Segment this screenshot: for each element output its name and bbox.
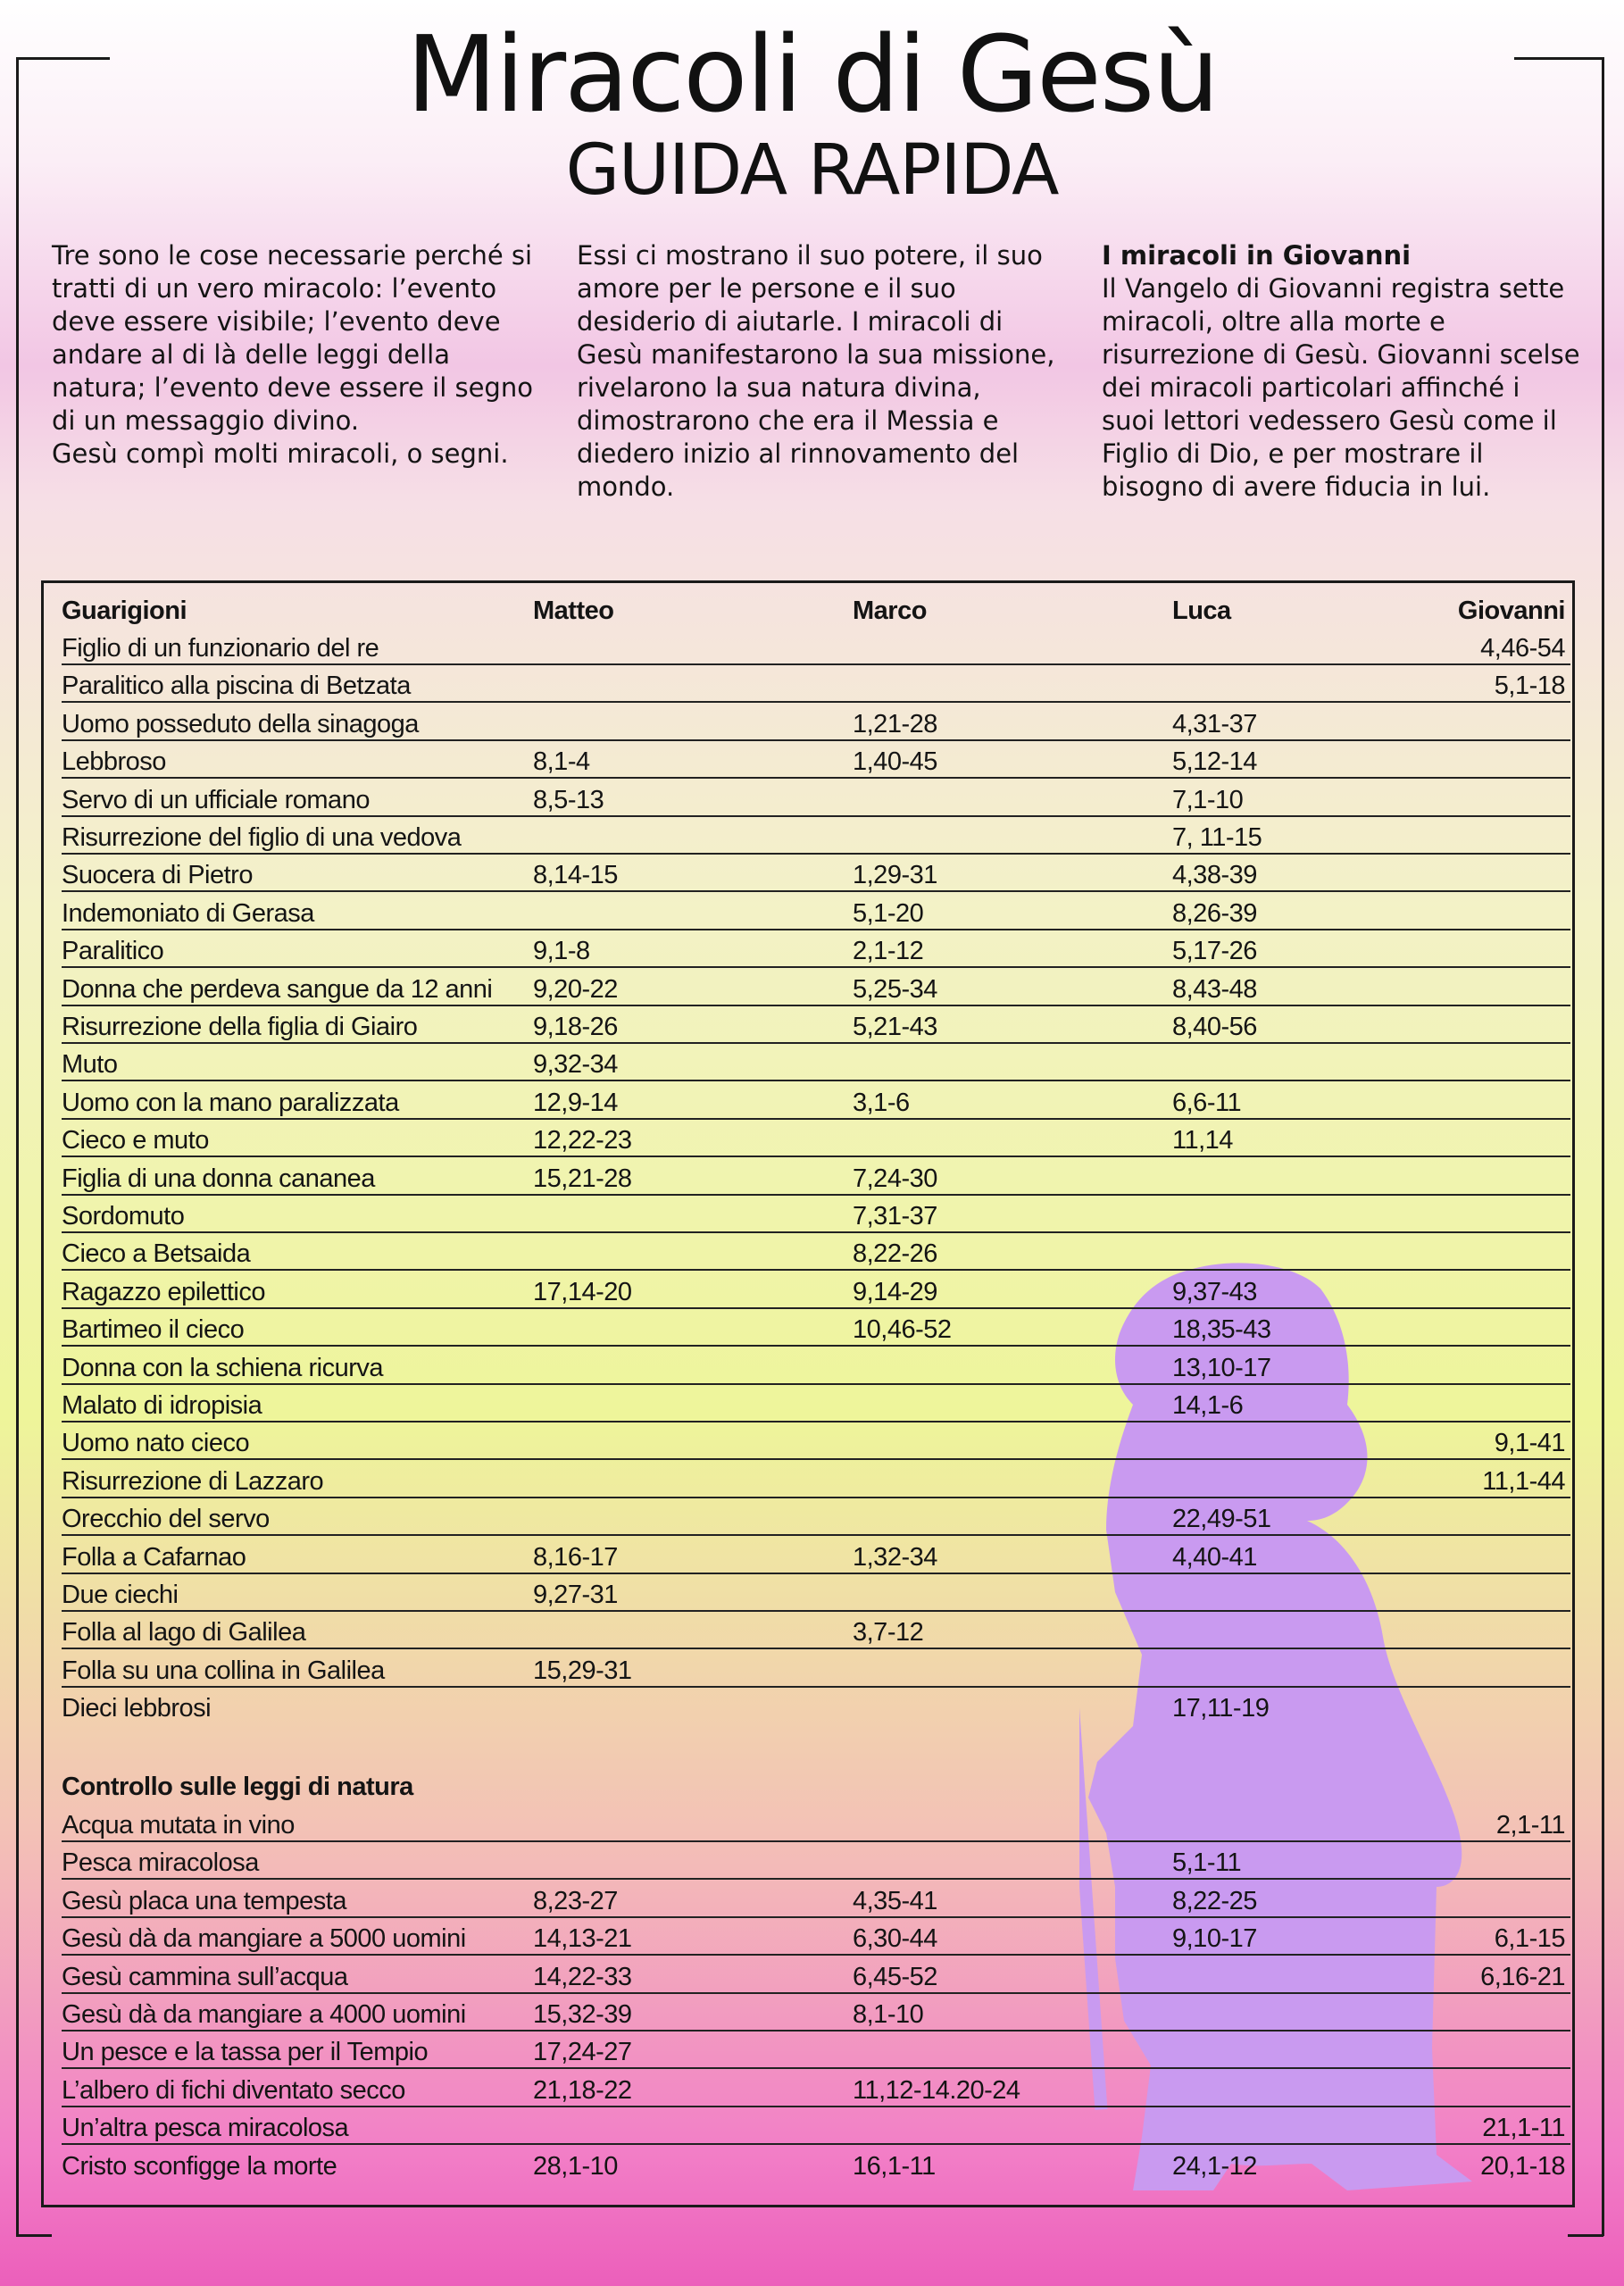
table-row (62, 781, 1570, 819)
matteo-ref: 15,29-31 (533, 1656, 632, 1685)
table-row (62, 1008, 1570, 1046)
miracle-name: Orecchio del servo (62, 1505, 270, 1534)
matteo-ref: 15,32-39 (533, 2000, 632, 2029)
matteo-ref: 9,20-22 (533, 974, 618, 1004)
table-row (62, 1920, 1570, 1957)
intro-line: miracoli, oltre alla morte e (1102, 306, 1445, 337)
marco-ref: 9,14-29 (853, 1277, 937, 1306)
matteo-ref: 12,9-14 (533, 1088, 618, 1117)
matteo-ref: 21,18-22 (533, 2075, 632, 2105)
table-header-row (62, 592, 1570, 630)
marco-ref: 1,21-28 (853, 709, 937, 738)
miracle-name: Lebbroso (62, 747, 166, 777)
table-row (62, 705, 1570, 743)
table-row (62, 1882, 1570, 1920)
intro-line: suoi lettori vedessero Gesù come il (1102, 405, 1557, 436)
table-row (62, 667, 1570, 705)
matteo-ref: 9,1-8 (533, 937, 590, 966)
header-marco: Marco (853, 597, 927, 625)
table-row (62, 1576, 1570, 1614)
header-guarigioni: Guarigioni (62, 597, 187, 625)
marco-ref: 7,31-37 (853, 1202, 937, 1231)
marco-ref: 5,25-34 (853, 974, 937, 1004)
intro-line: dei miracoli particolari affinché i (1102, 372, 1520, 403)
intro-line: Figlio di Dio, e per mostrare il (1102, 438, 1484, 469)
table-row (62, 743, 1570, 780)
marco-ref: 6,30-44 (853, 1924, 937, 1954)
matteo-ref: 17,24-27 (533, 2038, 632, 2067)
table-row (62, 1424, 1570, 1462)
luca-ref: 11,14 (1172, 1126, 1233, 1156)
frame-corner-bottom-left (16, 2234, 52, 2237)
matteo-ref: 8,5-13 (533, 785, 604, 814)
matteo-ref: 8,16-17 (533, 1542, 618, 1572)
luca-ref: 6,6-11 (1172, 1088, 1242, 1117)
miracle-name: Uomo con la mano paralizzata (62, 1088, 399, 1117)
miracle-name: Donna con la schiena ricurva (62, 1353, 383, 1382)
table-row (62, 2148, 1570, 2185)
miracle-name: Risurrezione della figlia di Giairo (62, 1013, 418, 1041)
giovanni-ref: 20,1-18 (1480, 2151, 1565, 2181)
matteo-ref: 8,1-4 (533, 747, 590, 777)
luca-ref: 18,35-43 (1172, 1315, 1271, 1345)
matteo-ref: 9,32-34 (533, 1050, 618, 1080)
luca-ref: 9,37-43 (1172, 1277, 1257, 1306)
miracle-name: Muto (62, 1050, 118, 1080)
marco-ref: 5,21-43 (853, 1013, 937, 1041)
luca-ref: 7,1-10 (1172, 785, 1244, 814)
intro-line: Il Vangelo di Giovanni registra sette (1102, 273, 1565, 304)
giovanni-ref: 11,1-44 (1482, 1466, 1565, 1496)
matteo-ref: 28,1-10 (533, 2151, 618, 2181)
miracle-name: Uomo nato cieco (62, 1429, 250, 1458)
table-row (62, 1349, 1570, 1387)
marco-ref: 2,1-12 (853, 937, 924, 966)
miracle-name: Folla al lago di Galilea (62, 1618, 306, 1648)
table-row (62, 819, 1570, 856)
frame-corner-bottom-right (1568, 2234, 1603, 2237)
marco-ref: 6,45-52 (853, 1962, 937, 1991)
marco-ref: 10,46-52 (853, 1315, 952, 1345)
luca-ref: 8,22-25 (1172, 1886, 1257, 1915)
miracle-name: Dieci lebbrosi (62, 1694, 212, 1723)
miracle-name: Risurrezione del figlio di una vedova (62, 823, 462, 852)
intro-line: diedero inizio al rinnovamento del (577, 438, 1020, 469)
miracle-name: Uomo posseduto della sinagoga (62, 709, 419, 738)
nature-heading: Controllo sulle leggi di natura (62, 1773, 413, 1801)
miracle-name: Due ciechi (62, 1581, 179, 1609)
marco-ref: 1,40-45 (853, 747, 937, 777)
luca-ref: 17,11-19 (1172, 1694, 1270, 1723)
miracle-name: Donna che perdeva sangue da 12 anni (62, 974, 493, 1004)
miracle-name: Cieco e muto (62, 1126, 209, 1156)
miracle-name: Gesù cammina sull’acqua (62, 1962, 348, 1991)
miracle-name: Risurrezione di Lazzaro (62, 1466, 324, 1496)
table-row (62, 630, 1570, 667)
table-row (62, 971, 1570, 1008)
intro-line: dimostrarono che era il Messia e (577, 405, 999, 436)
intro-line: mondo. (577, 471, 675, 502)
table-row (62, 1311, 1570, 1348)
intro-line: Gesù compì molti miracoli, o segni. (52, 438, 509, 469)
luca-ref: 13,10-17 (1172, 1353, 1271, 1382)
luca-ref: 5,17-26 (1172, 937, 1257, 966)
intro-line: amore per le persone e il suo (577, 273, 956, 304)
table-row (62, 1689, 1570, 1727)
header-giovanni: Giovanni (1457, 597, 1565, 625)
intro-column-1 (52, 239, 552, 471)
table-row (62, 1387, 1570, 1424)
miracles-table (41, 580, 1575, 2207)
miracle-name: Malato di idropisia (62, 1391, 262, 1420)
matteo-ref: 9,18-26 (533, 1013, 618, 1041)
intro-line: rivelarono la sua natura divina, (577, 372, 981, 403)
giovanni-ref: 6,16-21 (1480, 1962, 1565, 1991)
intro-line: risurrezione di Gesù. Giovanni scelse (1102, 339, 1580, 370)
table-row (62, 895, 1570, 932)
luca-ref: 8,43-48 (1172, 974, 1257, 1004)
miracle-name: Paralitico (62, 937, 164, 966)
luca-ref: 8,26-39 (1172, 898, 1257, 928)
marco-ref: 3,7-12 (853, 1618, 924, 1648)
giovanni-ref: 6,1-15 (1494, 1924, 1565, 1954)
miracle-name: Cristo sconfigge la morte (62, 2151, 337, 2181)
intro-column-3 (1102, 239, 1584, 504)
table-row (62, 1235, 1570, 1272)
intro-line: andare al di là delle leggi della (52, 339, 451, 370)
table-row (62, 1463, 1570, 1500)
miracle-name: Folla su una collina in Galilea (62, 1656, 385, 1685)
marco-ref: 5,1-20 (853, 898, 924, 928)
table-row (62, 1806, 1570, 1844)
miracle-name: Ragazzo epilettico (62, 1277, 265, 1306)
matteo-ref: 14,13-21 (533, 1924, 632, 1954)
miracle-name: Bartimeo il cieco (62, 1315, 245, 1345)
miracle-name: Gesù dà da mangiare a 4000 uomini (62, 2000, 466, 2029)
miracle-name: Gesù placa una tempesta (62, 1886, 346, 1915)
table-row (62, 1197, 1570, 1235)
miracle-name: Folla a Cafarnao (62, 1542, 246, 1572)
miracle-name: Indemoniato di Gerasa (62, 898, 314, 928)
miracle-name: Figlio di un funzionario del re (62, 634, 379, 663)
table-row (62, 2033, 1570, 2071)
table-row (62, 1996, 1570, 2033)
intro-line: natura; l’evento deve essere il segno (52, 372, 533, 403)
miracle-name: Un pesce e la tassa per il Tempio (62, 2038, 429, 2067)
table-row (62, 932, 1570, 970)
header-luca: Luca (1172, 597, 1231, 625)
luca-ref: 5,1-11 (1172, 1848, 1242, 1878)
luca-ref: 9,10-17 (1172, 1924, 1257, 1954)
luca-ref: 24,1-12 (1172, 2151, 1257, 2181)
table-row (62, 2072, 1570, 2109)
luca-ref: 4,38-39 (1172, 861, 1257, 890)
table-row (62, 856, 1570, 894)
matteo-ref: 17,14-20 (533, 1277, 632, 1306)
miracle-name: L’albero di fichi diventato secco (62, 2075, 405, 2105)
table-row (62, 1500, 1570, 1538)
intro-line: Gesù manifestarono la sua missione, (577, 339, 1055, 370)
page-subtitle: GUIDA RAPIDA (565, 130, 1059, 211)
giovanni-ref: 5,1-18 (1494, 672, 1565, 701)
marco-ref: 1,29-31 (853, 861, 937, 890)
intro-line: bisogno di avere fiducia in lui. (1102, 471, 1491, 502)
marco-ref: 11,12-14.20-24 (853, 2075, 1020, 2105)
frame-right-rule (1602, 57, 1604, 2236)
table-row (62, 1844, 1570, 1881)
intro-line: deve essere visibile; l’evento deve (52, 306, 501, 337)
luca-ref: 7, 11-15 (1172, 823, 1262, 852)
table-row (62, 1539, 1570, 1576)
intro-line: desiderio di aiutarle. I miracoli di (577, 306, 1004, 337)
page-title: Miracoli di Gesù (405, 13, 1219, 136)
miracle-name: Cieco a Betsaida (62, 1239, 251, 1269)
miracle-name: Suocera di Pietro (62, 861, 253, 890)
luca-ref: 22,49-51 (1172, 1505, 1271, 1534)
nature-section-header (62, 1768, 1570, 1806)
marco-ref: 16,1-11 (853, 2151, 936, 2181)
luca-ref: 4,40-41 (1172, 1542, 1257, 1572)
miracle-name: Pesca miracolosa (62, 1848, 259, 1878)
miracle-name: Servo di un ufficiale romano (62, 785, 370, 814)
intro-line: tratti di un vero miracolo: l’evento (52, 273, 497, 304)
giovanni-ref: 2,1-11 (1495, 1811, 1565, 1840)
table-row (62, 1273, 1570, 1311)
marco-ref: 7,24-30 (853, 1164, 937, 1193)
miracle-name: Figlia di una donna cananea (62, 1164, 375, 1193)
table-row (62, 1160, 1570, 1197)
matteo-ref: 14,22-33 (533, 1962, 632, 1991)
header-matteo: Matteo (533, 597, 614, 625)
giovanni-ref: 21,1-11 (1482, 2114, 1565, 2143)
marco-ref: 1,32-34 (853, 1542, 937, 1572)
marco-ref: 8,22-26 (853, 1239, 937, 1269)
miracle-name: Sordomuto (62, 1202, 185, 1231)
marco-ref: 4,35-41 (853, 1886, 937, 1915)
table-row (62, 1958, 1570, 1996)
marco-ref: 3,1-6 (853, 1088, 910, 1117)
table-row (62, 1046, 1570, 1083)
giovanni-heading: I miracoli in Giovanni (1102, 240, 1412, 271)
intro-line: Essi ci mostrano il suo potere, il suo (577, 240, 1043, 271)
intro-column-2 (577, 239, 1077, 504)
marco-ref: 8,1-10 (853, 2000, 924, 2029)
luca-ref: 5,12-14 (1172, 747, 1257, 777)
luca-ref: 8,40-56 (1172, 1013, 1257, 1041)
table-row (62, 1084, 1570, 1122)
matteo-ref: 8,14-15 (533, 861, 618, 890)
matteo-ref: 12,22-23 (533, 1126, 632, 1156)
table-row (62, 2109, 1570, 2147)
luca-ref: 4,31-37 (1172, 709, 1257, 738)
matteo-ref: 15,21-28 (533, 1164, 632, 1193)
miracle-name: Gesù dà da mangiare a 5000 uomini (62, 1924, 466, 1954)
luca-ref: 14,1-6 (1172, 1391, 1244, 1420)
giovanni-ref: 4,46-54 (1480, 634, 1565, 663)
matteo-ref: 9,27-31 (533, 1581, 618, 1609)
intro-line: di un messaggio divino. (52, 405, 360, 436)
table-row (62, 1652, 1570, 1689)
intro-line: Tre sono le cose necessarie perché si (52, 240, 533, 271)
frame-left-rule (16, 57, 19, 2236)
matteo-ref: 8,23-27 (533, 1886, 618, 1915)
table-row (62, 1122, 1570, 1159)
table-row (62, 1614, 1570, 1651)
miracle-name: Acqua mutata in vino (62, 1811, 295, 1840)
miracle-name: Paralitico alla piscina di Betzata (62, 672, 411, 701)
miracle-name: Un’altra pesca miracolosa (62, 2114, 349, 2143)
giovanni-ref: 9,1-41 (1494, 1429, 1565, 1458)
